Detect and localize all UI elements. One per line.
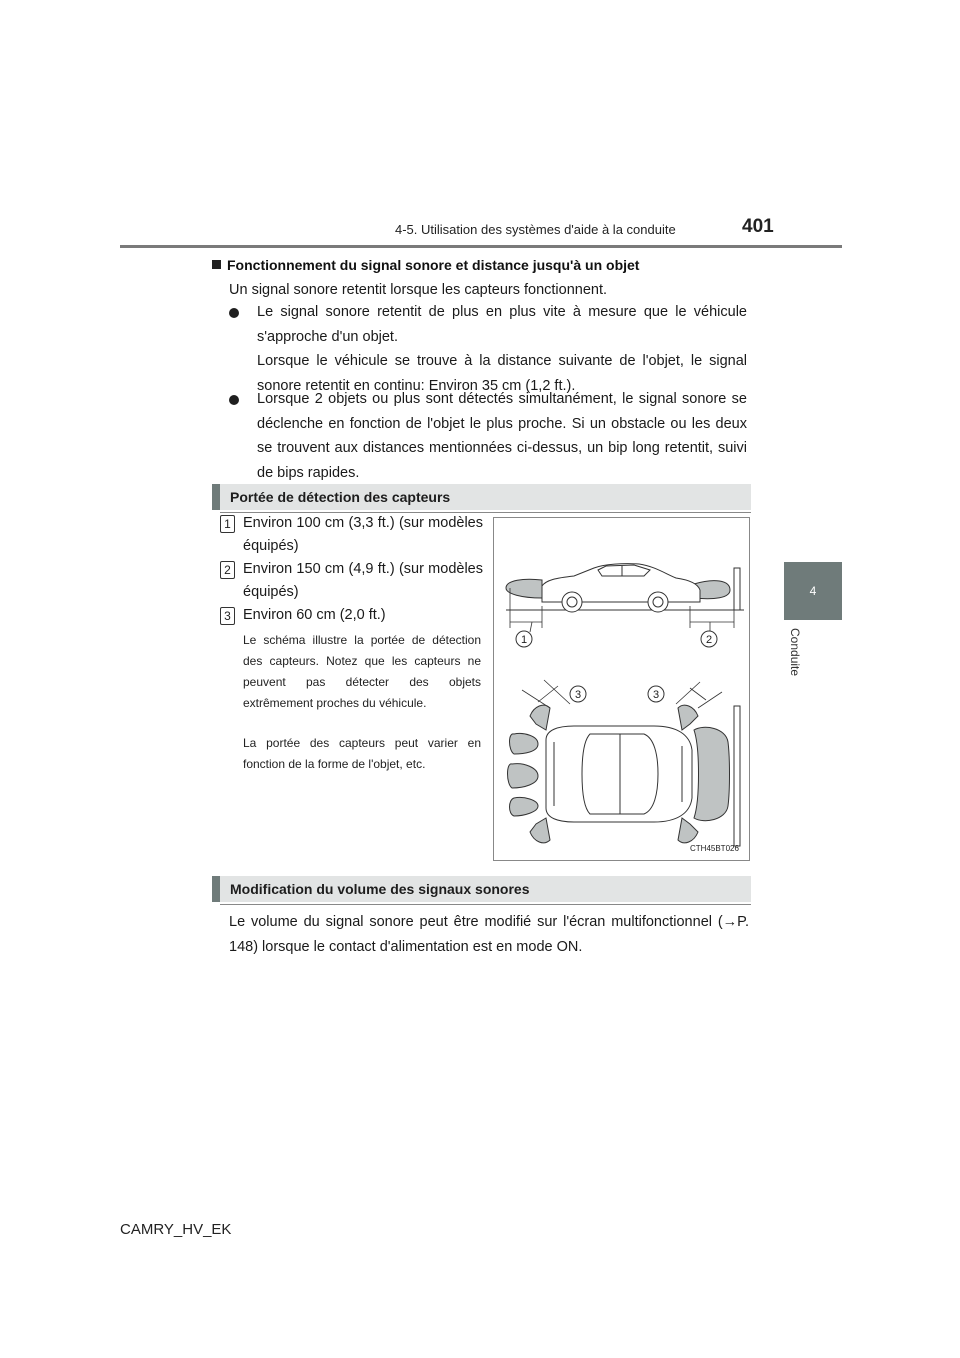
- heading-rule: [220, 904, 751, 905]
- bullet-text: Le signal sonore retentit de plus en plus vite à mesure que le véhicule s'approche d'un objet.: [257, 304, 747, 345]
- item-number-badge: 1: [220, 515, 235, 533]
- running-head: 4-5. Utilisation des systèmes d'aide à la conduite: [395, 222, 676, 237]
- bullet-dot-icon: [229, 395, 239, 405]
- callout-3-label: 3: [574, 689, 582, 701]
- car-side-view-icon: [542, 564, 700, 612]
- rear-detection-zone: [506, 579, 542, 598]
- volume-heading: [212, 876, 751, 902]
- callout-3-lines: [522, 680, 722, 708]
- heading-text: Portée de détection des capteurs: [230, 489, 451, 505]
- footer-model-code: CAMRY_HV_EK: [120, 1221, 232, 1238]
- heading-text: Modification du volume des signaux sonores: [230, 881, 530, 897]
- sensor-range-figure: [493, 517, 750, 861]
- chapter-label: [788, 628, 826, 698]
- detection-range-heading: [212, 484, 751, 510]
- car-top-view-icon: [546, 726, 692, 822]
- wall-top-view: [734, 706, 740, 846]
- bullet-text: Lorsque 2 objets ou plus sont détectés simultanément, le signal sonore se déclenche en fonction de l'objet le plus proche. Si un obstacle ou les deux se trouvent aux distances mentionnées ci-dessus, un bip long retentit, suivi de bips rapides.: [257, 391, 747, 481]
- figure-note: Le schéma illustre la portée de détection des capteurs. Notez que les capteurs ne peuvent pas détecter des objets extrêmement proches du véhicule.: [243, 633, 481, 710]
- bullet-item: [229, 387, 747, 485]
- callout-2-label: 2: [705, 634, 713, 646]
- page-number: 401: [742, 216, 774, 237]
- chapter-tab: [784, 562, 842, 620]
- figure-note: La portée des capteurs peut varier en fonction de la forme de l'objet, etc.: [243, 736, 481, 771]
- callout-3-label: 3: [652, 689, 660, 701]
- callout-3-rear: [570, 686, 586, 702]
- header-rule: [120, 245, 842, 248]
- square-bullet-icon: [212, 260, 221, 269]
- item-number-badge: 2: [220, 561, 235, 579]
- callout-1: [516, 622, 532, 647]
- section-title: [212, 257, 752, 273]
- chapter-number: 4: [809, 584, 817, 598]
- range-item-text: Environ 60 cm (2,0 ft.): [243, 607, 386, 623]
- item-number-badge: 3: [220, 607, 235, 625]
- chapter-name: Conduite: [788, 628, 802, 677]
- rear-detection-zones-top: [508, 705, 551, 843]
- callout-2: [701, 622, 717, 647]
- intro-paragraph: Un signal sonore retentit lorsque les capteurs fonctionnent.: [229, 282, 608, 298]
- section-title-text: Fonctionnement du signal sonore et distance jusqu'à un objet: [227, 257, 640, 273]
- bullet-item: [229, 300, 747, 398]
- bullet-text: Lorsque le véhicule se trouve à la distance suivante de l'objet, le signal sonore retentit en continu: Environ 35 cm (1,2 ft.).: [257, 353, 747, 394]
- range-item-text: Environ 150 cm (4,9 ft.) (sur modèles équipés): [243, 561, 483, 600]
- figure-code: CTH45BT026: [690, 844, 739, 853]
- range-item-text: Environ 100 cm (3,3 ft.) (sur modèles équipés): [243, 515, 483, 554]
- volume-paragraph: Le volume du signal sonore peut être modifié sur l'écran multifonctionnel (→P. 148) lorsque le contact d'alimentation est en mode ON.: [229, 914, 749, 955]
- bullet-dot-icon: [229, 308, 239, 318]
- sensor-range-illustration: [494, 518, 751, 862]
- callout-1-label: 1: [520, 634, 528, 646]
- callout-3-front: [648, 686, 664, 702]
- wall-side-view: [734, 568, 740, 610]
